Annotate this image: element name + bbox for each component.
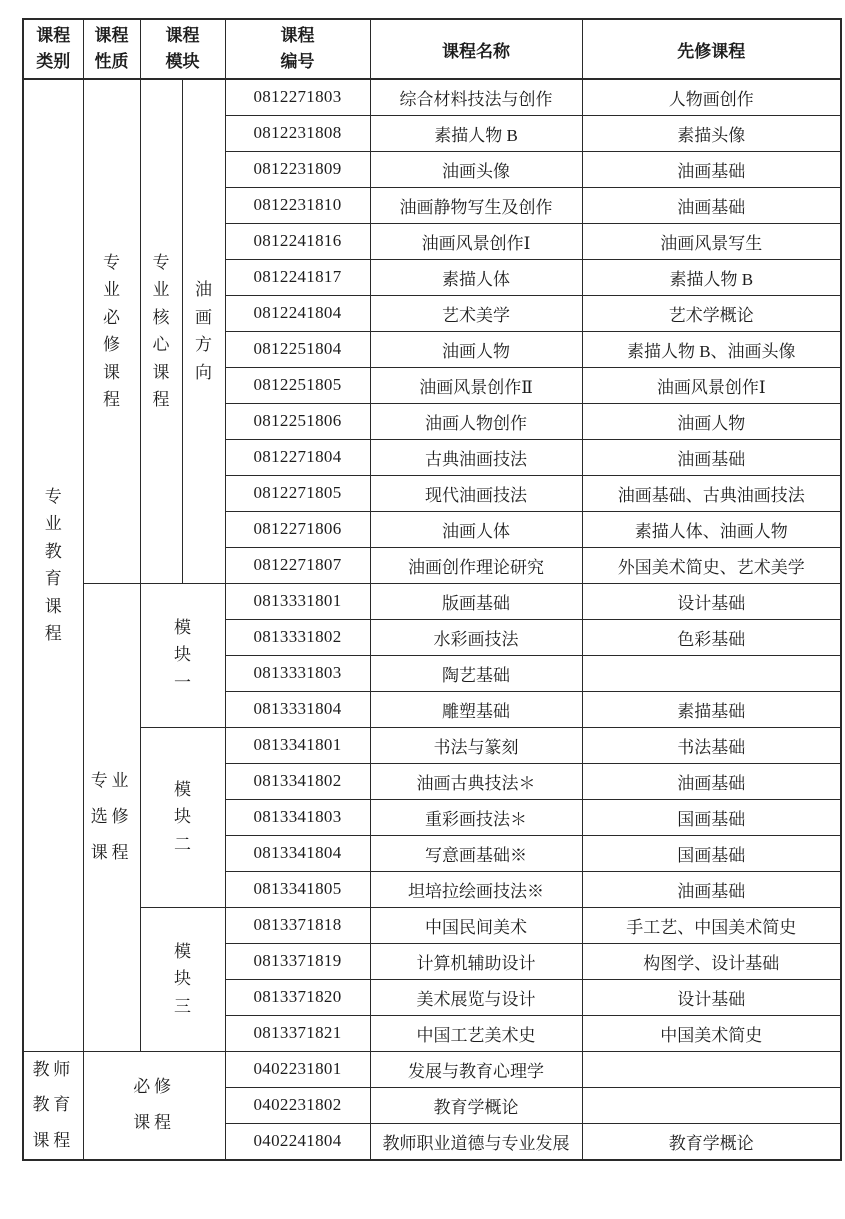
- course-code-cell: 0402231802: [225, 1087, 370, 1123]
- course-code-cell: 0813371820: [225, 979, 370, 1015]
- prereq-cell: 油画基础: [582, 439, 841, 475]
- course-name-cell: 油画人体: [370, 511, 582, 547]
- group-nature-teacher-required: 必修课程: [83, 1051, 225, 1160]
- course-code-cell: 0812231809: [225, 151, 370, 187]
- course-name-cell: 综合材料技法与创作: [370, 79, 582, 115]
- prereq-cell: 国画基础: [582, 799, 841, 835]
- course-code-cell: 0812251804: [225, 331, 370, 367]
- course-code-cell: 0812231808: [225, 115, 370, 151]
- course-code-cell: 0812251805: [225, 367, 370, 403]
- course-code-cell: 0813341802: [225, 763, 370, 799]
- prereq-cell: 素描人体、油画人物: [582, 511, 841, 547]
- course-name-cell: 教师职业道德与专业发展: [370, 1123, 582, 1159]
- prereq-cell: 构图学、设计基础: [582, 943, 841, 979]
- prereq-cell: 艺术学概论: [582, 295, 841, 331]
- course-code-cell: 0813331802: [225, 619, 370, 655]
- prereq-cell: 国画基础: [582, 835, 841, 871]
- prereq-cell: 油画基础: [582, 187, 841, 223]
- prereq-cell: 教育学概论: [582, 1123, 841, 1159]
- prereq-cell: 油画人物: [582, 403, 841, 439]
- course-code-cell: 0813341803: [225, 799, 370, 835]
- course-table: [22, 18, 842, 1161]
- header-name: 课程名称: [370, 19, 582, 79]
- prereq-cell: 素描人物 B、油画头像: [582, 331, 841, 367]
- table-row: [23, 79, 841, 115]
- group-module-oil-direction: 油画方向: [182, 79, 225, 583]
- course-name-cell: 发展与教育心理学: [370, 1051, 582, 1087]
- course-name-cell: 陶艺基础: [370, 655, 582, 691]
- course-code-cell: 0812271804: [225, 439, 370, 475]
- course-name-cell: 雕塑基础: [370, 691, 582, 727]
- prereq-cell: 素描头像: [582, 115, 841, 151]
- course-name-cell: 写意画基础※: [370, 835, 582, 871]
- course-code-cell: 0812271807: [225, 547, 370, 583]
- prereq-cell: 中国美术简史: [582, 1015, 841, 1051]
- course-code-cell: 0813341805: [225, 871, 370, 907]
- table-row: [23, 727, 841, 763]
- prereq-cell: 手工艺、中国美术简史: [582, 907, 841, 943]
- table-row: [23, 907, 841, 943]
- course-code-cell: 0813371819: [225, 943, 370, 979]
- course-name-cell: 重彩画技法＊: [370, 799, 582, 835]
- course-code-cell: 0813341804: [225, 835, 370, 871]
- course-name-cell: 版画基础: [370, 583, 582, 619]
- group-nature-required: 专业必修课程: [83, 79, 140, 583]
- header-row: [23, 19, 841, 79]
- table-row: [23, 583, 841, 619]
- course-name-cell: 油画人物: [370, 331, 582, 367]
- prereq-cell: 油画风景写生: [582, 223, 841, 259]
- course-name-cell: 素描人体: [370, 259, 582, 295]
- course-name-cell: 中国民间美术: [370, 907, 582, 943]
- course-code-cell: 0402231801: [225, 1051, 370, 1087]
- prereq-cell: 油画基础: [582, 151, 841, 187]
- course-name-cell: 坦培拉绘画技法※: [370, 871, 582, 907]
- prereq-cell: 油画基础: [582, 871, 841, 907]
- group-category-major: 专业教育课程: [23, 79, 83, 1051]
- course-name-cell: 油画人物创作: [370, 403, 582, 439]
- prereq-cell: 素描人物 B: [582, 259, 841, 295]
- course-name-cell: 油画风景创作Ⅱ: [370, 367, 582, 403]
- course-name-cell: 书法与篆刻: [370, 727, 582, 763]
- group-module-two: 模块二: [140, 727, 225, 907]
- course-code-cell: 0812241804: [225, 295, 370, 331]
- header-module: 课程模块: [140, 19, 225, 79]
- prereq-cell: 素描基础: [582, 691, 841, 727]
- prereq-cell: 油画基础、古典油画技法: [582, 475, 841, 511]
- prereq-cell: [582, 1087, 841, 1123]
- group-nature-elective: 专业选修课程: [83, 583, 140, 1051]
- course-name-cell: 艺术美学: [370, 295, 582, 331]
- prereq-cell: 书法基础: [582, 727, 841, 763]
- course-name-cell: 计算机辅助设计: [370, 943, 582, 979]
- header-prereq: 先修课程: [582, 19, 841, 79]
- group-module-one: 模块一: [140, 583, 225, 727]
- header-category: 课程类别: [23, 19, 83, 79]
- header-code: 课程编号: [225, 19, 370, 79]
- course-code-cell: 0813371821: [225, 1015, 370, 1051]
- course-name-cell: 中国工艺美术史: [370, 1015, 582, 1051]
- prereq-cell: 油画基础: [582, 763, 841, 799]
- course-name-cell: 现代油画技法: [370, 475, 582, 511]
- course-name-cell: 油画静物写生及创作: [370, 187, 582, 223]
- group-category-teacher: 教师教育课程: [23, 1051, 83, 1160]
- course-name-cell: 素描人物 B: [370, 115, 582, 151]
- table-row: [23, 1051, 841, 1087]
- prereq-cell: 外国美术简史、艺术美学: [582, 547, 841, 583]
- course-code-cell: 0812271806: [225, 511, 370, 547]
- course-name-cell: 油画古典技法＊: [370, 763, 582, 799]
- course-name-cell: 油画风景创作Ⅰ: [370, 223, 582, 259]
- course-name-cell: 水彩画技法: [370, 619, 582, 655]
- prereq-cell: [582, 1051, 841, 1087]
- course-code-cell: 0402241804: [225, 1123, 370, 1159]
- course-code-cell: 0813331803: [225, 655, 370, 691]
- prereq-cell: 人物画创作: [582, 79, 841, 115]
- course-name-cell: 教育学概论: [370, 1087, 582, 1123]
- course-code-cell: 0812231810: [225, 187, 370, 223]
- course-code-cell: 0813371818: [225, 907, 370, 943]
- course-code-cell: 0812271803: [225, 79, 370, 115]
- prereq-cell: 油画风景创作Ⅰ: [582, 367, 841, 403]
- group-module-three: 模块三: [140, 907, 225, 1051]
- prereq-cell: 设计基础: [582, 583, 841, 619]
- course-code-cell: 0813341801: [225, 727, 370, 763]
- prereq-cell: [582, 655, 841, 691]
- header-nature: 课程性质: [83, 19, 140, 79]
- course-code-cell: 0813331804: [225, 691, 370, 727]
- group-module-core: 专业核心课程: [140, 79, 182, 583]
- prereq-cell: 色彩基础: [582, 619, 841, 655]
- course-code-cell: 0812241816: [225, 223, 370, 259]
- course-name-cell: 古典油画技法: [370, 439, 582, 475]
- course-name-cell: 油画创作理论研究: [370, 547, 582, 583]
- course-code-cell: 0813331801: [225, 583, 370, 619]
- course-code-cell: 0812271805: [225, 475, 370, 511]
- course-code-cell: 0812241817: [225, 259, 370, 295]
- course-code-cell: 0812251806: [225, 403, 370, 439]
- course-name-cell: 美术展览与设计: [370, 979, 582, 1015]
- course-name-cell: 油画头像: [370, 151, 582, 187]
- prereq-cell: 设计基础: [582, 979, 841, 1015]
